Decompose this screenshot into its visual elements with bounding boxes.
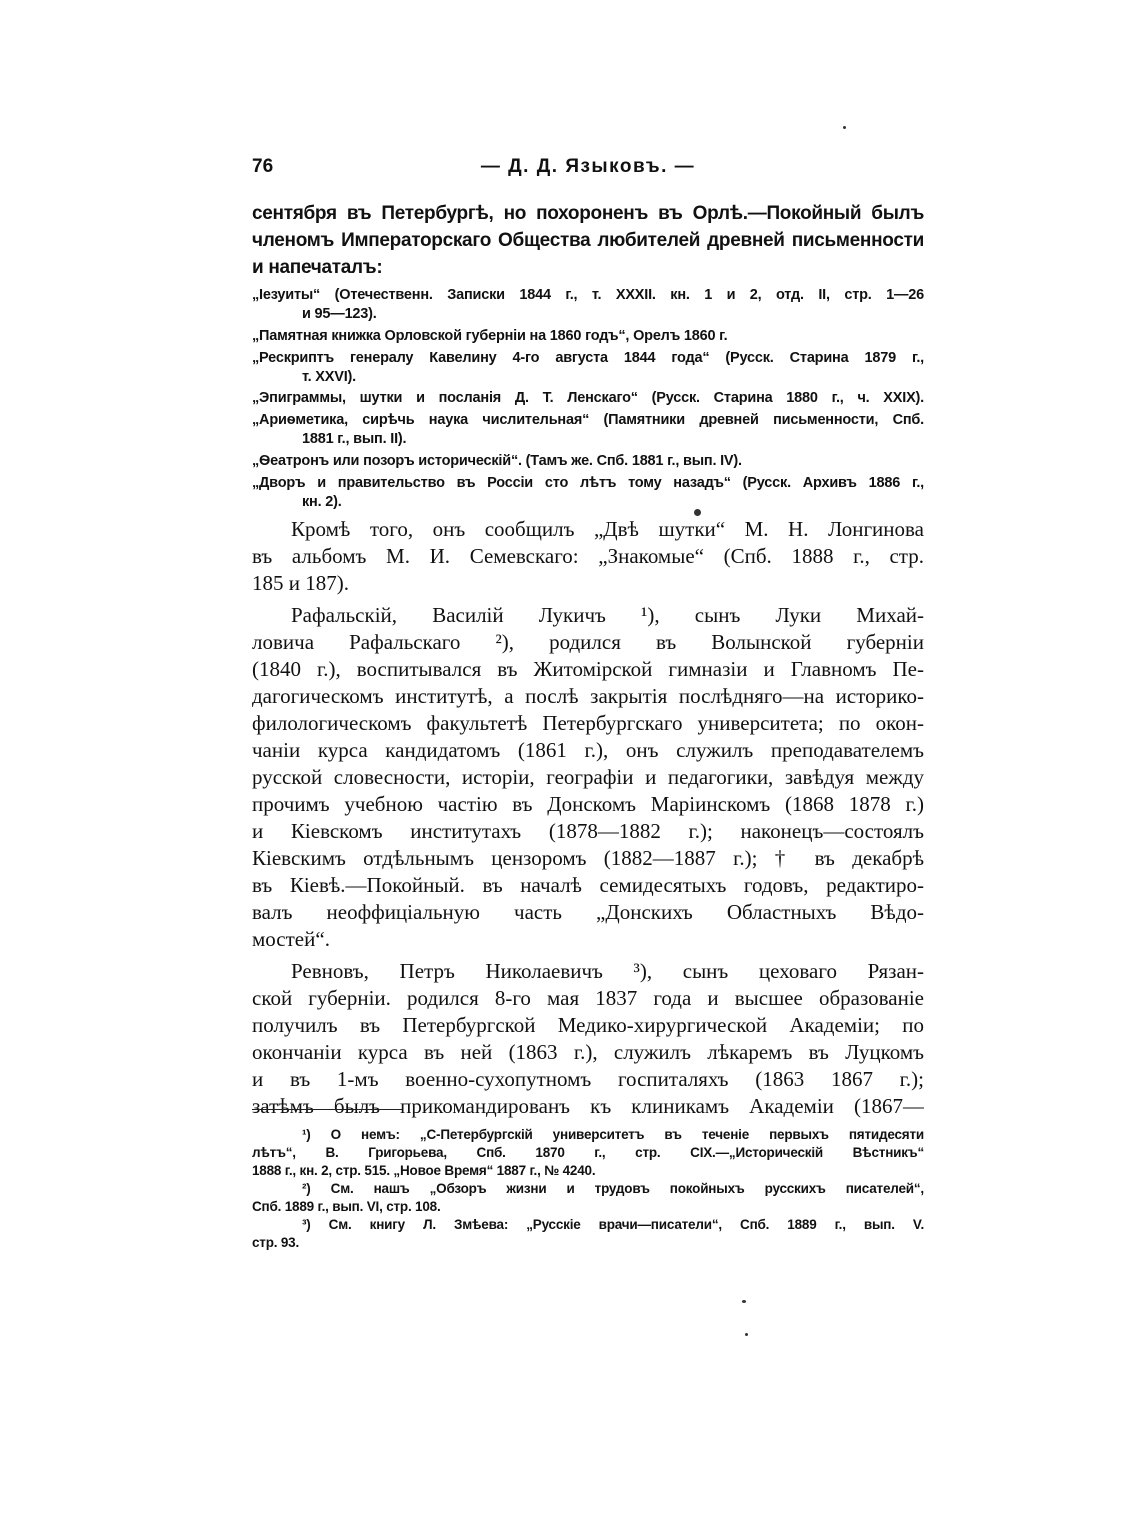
page-number: 76	[252, 156, 274, 177]
text-line: Кіевскимъ отдѣльнымъ цензоромъ (1882—1887 г.); † въ декабрѣ	[252, 846, 924, 870]
text-line: и въ 1-мъ военно-сухопутномъ госпиталяхъ (1863 1867 г.);	[252, 1067, 924, 1091]
scan-speck	[843, 126, 846, 129]
text-line: ской губерніи. родился 8-го мая 1837 года и высшее образованіе	[252, 986, 924, 1010]
text-line: въ альбомъ М. И. Семевскаго: „Знакомые“ (Спб. 1888 г., стр.	[252, 544, 924, 568]
text-line: и Кіевскомъ институтахъ (1878—1882 г.); наконецъ—состоялъ	[252, 819, 924, 843]
bibliography-item-cont: кн. 2).	[302, 494, 342, 510]
text-line: прочимъ учебною частію въ Донскомъ Маріинскомъ (1868 1878 г.)	[252, 792, 924, 816]
footnote-rule	[252, 1109, 402, 1110]
footnote-line: лѣтъ“, В. Григорьева, Спб. 1870 г., стр. CIX.—„Историческій Вѣстникъ“	[252, 1145, 924, 1160]
text-line: (1840 г.), воспитывался въ Житомірской гимназіи и Главномъ Пе-	[252, 657, 924, 681]
text-line: дагогическомъ институтѣ, а послѣ закрытія послѣдняго—на историко-	[252, 684, 924, 708]
text-line: и напечаталъ:	[252, 257, 383, 278]
footnote-line: ²) См. нашъ „Обзоръ жизни и трудовъ покойныхъ русскихъ писателей“,	[302, 1181, 924, 1196]
text-line: членомъ Императорскаго Общества любителей древней письменности	[252, 230, 924, 251]
bibliography-item: „Рескриптъ генералу Кавелину 4-го августа 1844 года“ (Русск. Старина 1879 г.,	[252, 350, 924, 366]
bibliography-item-cont: т. XXVI).	[302, 369, 356, 385]
scan-speck	[742, 1300, 746, 1303]
text-line: въ Кіевѣ.—Покойный. въ началѣ семидесятыхъ годовъ, редактиро-	[252, 873, 924, 897]
bibliography-item: „Дворъ и правительство въ Россіи сто лѣтъ тому назадъ“ (Русск. Архивъ 1886 г.,	[252, 475, 924, 491]
footnote-line: ³) См. книгу Л. Змѣева: „Русскіе врачи—писатели“, Спб. 1889 г., вып. V.	[302, 1217, 924, 1232]
text-line: затѣмъ былъ прикомандированъ къ клиникамъ Академіи (1867—	[252, 1094, 924, 1118]
bibliography-item: „Ариѳметика, сирѣчь наука числительная“ (Памятники древней письменности, Спб.	[252, 412, 924, 428]
text-line: мостей“.	[252, 927, 330, 951]
scan-speck	[745, 1333, 748, 1336]
footnote-line: 1888 г., кн. 2, стр. 515. „Новое Время“ 1887 г., № 4240.	[252, 1163, 596, 1178]
bibliography-item-cont: и 95—123).	[302, 306, 377, 322]
text-line: Рафальскій, Василій Лукичъ ¹), сынъ Луки Михай-	[291, 603, 924, 627]
text-line: филологическомъ факультетѣ Петербургскаго университета; по окон-	[252, 711, 924, 735]
text-line: сентября въ Петербургѣ, но похороненъ въ Орлѣ.—Покойный былъ	[252, 203, 924, 224]
text-line: получилъ въ Петербургской Медико-хирургической Академіи; по	[252, 1013, 924, 1037]
bibliography-item: „Памятная книжка Орловской губерніи на 1860 годъ“, Орелъ 1860 г.	[252, 328, 728, 344]
text-line: Ревновъ, Петръ Николаевичъ ³), сынъ цеховаго Рязан-	[291, 959, 924, 983]
footnote-line: ¹) О немъ: „С-Петербургскій университетъ въ теченіе первыхъ пятидесяти	[302, 1127, 924, 1142]
text-line: 185 и 187).	[252, 571, 349, 595]
running-header	[252, 156, 924, 182]
text-line: окончаніи курса въ ней (1863 г.), служилъ лѣкаремъ въ Луцкомъ	[252, 1040, 924, 1064]
footnote-line: стр. 93.	[252, 1235, 300, 1250]
text-line: валъ неоффиціальную часть „Донскихъ Областныхъ Вѣдо-	[252, 900, 924, 924]
text-line: русской словесности, исторіи, географіи и педагогики, завѣдуя между	[252, 765, 924, 789]
text-line: ловича Рафальскаго ²), родился въ Волынской губерніи	[252, 630, 924, 654]
scan-speck	[694, 509, 701, 516]
bibliography-item: „Ѳеатронъ или позоръ историческій“. (Тамъ же. Спб. 1881 г., вып. IV).	[252, 453, 742, 469]
bibliography-item: „Iезуиты“ (Отечественн. Записки 1844 г., т. XXXII. кн. 1 и 2, отд. II, стр. 1—26	[252, 287, 924, 303]
footnote-line: Спб. 1889 г., вып. VI, стр. 108.	[252, 1199, 441, 1214]
bibliography-item: „Эпиграммы, шутки и посланія Д. Т. Ленскаго“ (Русск. Старина 1880 г., ч. XXIX).	[252, 390, 924, 406]
text-line: чаніи курса кандидатомъ (1861 г.), онъ служилъ преподавателемъ	[252, 738, 924, 762]
bibliography-item-cont: 1881 г., вып. II).	[302, 431, 407, 447]
text-line: Кромѣ того, онъ сообщилъ „Двѣ шутки“ М. Н. Лонгинова	[291, 517, 924, 541]
running-title: — Д. Д. Языковъ. —	[480, 156, 696, 177]
